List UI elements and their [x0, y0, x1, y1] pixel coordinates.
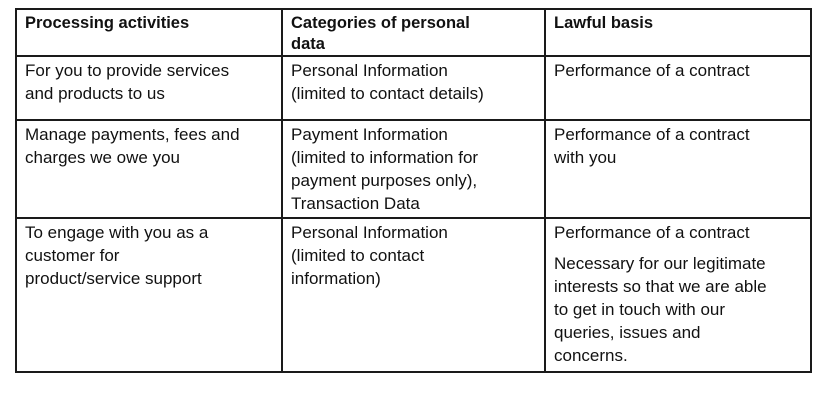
lawful-basis-table: [15, 8, 812, 373]
basis-paragraph: Performance of a contract: [554, 61, 750, 80]
basis-cell: [545, 120, 811, 218]
activity-cell: Manage payments, fees and charges we owe you: [16, 120, 282, 218]
table-row: [16, 56, 811, 120]
basis-cell: [545, 56, 811, 120]
table-row: [16, 120, 811, 218]
activity-cell: For you to provide services and products to us: [16, 56, 282, 120]
basis-paragraph: Performance of a contract with you: [554, 125, 750, 167]
categories-cell: Personal Information (limited to contact information): [282, 218, 545, 372]
header-row: [16, 9, 811, 56]
basis-paragraph: Necessary for our legitimate interests so that we are able to get in touch with our queries, issues and concerns.: [554, 254, 767, 365]
table-row: [16, 218, 811, 372]
header-lawful-basis: Lawful basis: [545, 9, 811, 56]
categories-cell: Payment Information (limited to information for payment purposes only), Transaction Data: [282, 120, 545, 218]
header-processing-activities: Processing activities: [16, 9, 282, 56]
activity-cell: To engage with you as a customer for product/service support: [16, 218, 282, 372]
basis-cell: [545, 218, 811, 372]
basis-paragraph: Performance of a contract: [554, 223, 750, 242]
categories-cell: Personal Information (limited to contact details): [282, 56, 545, 120]
header-categories-of-personal-data: Categories of personal data: [282, 9, 545, 56]
